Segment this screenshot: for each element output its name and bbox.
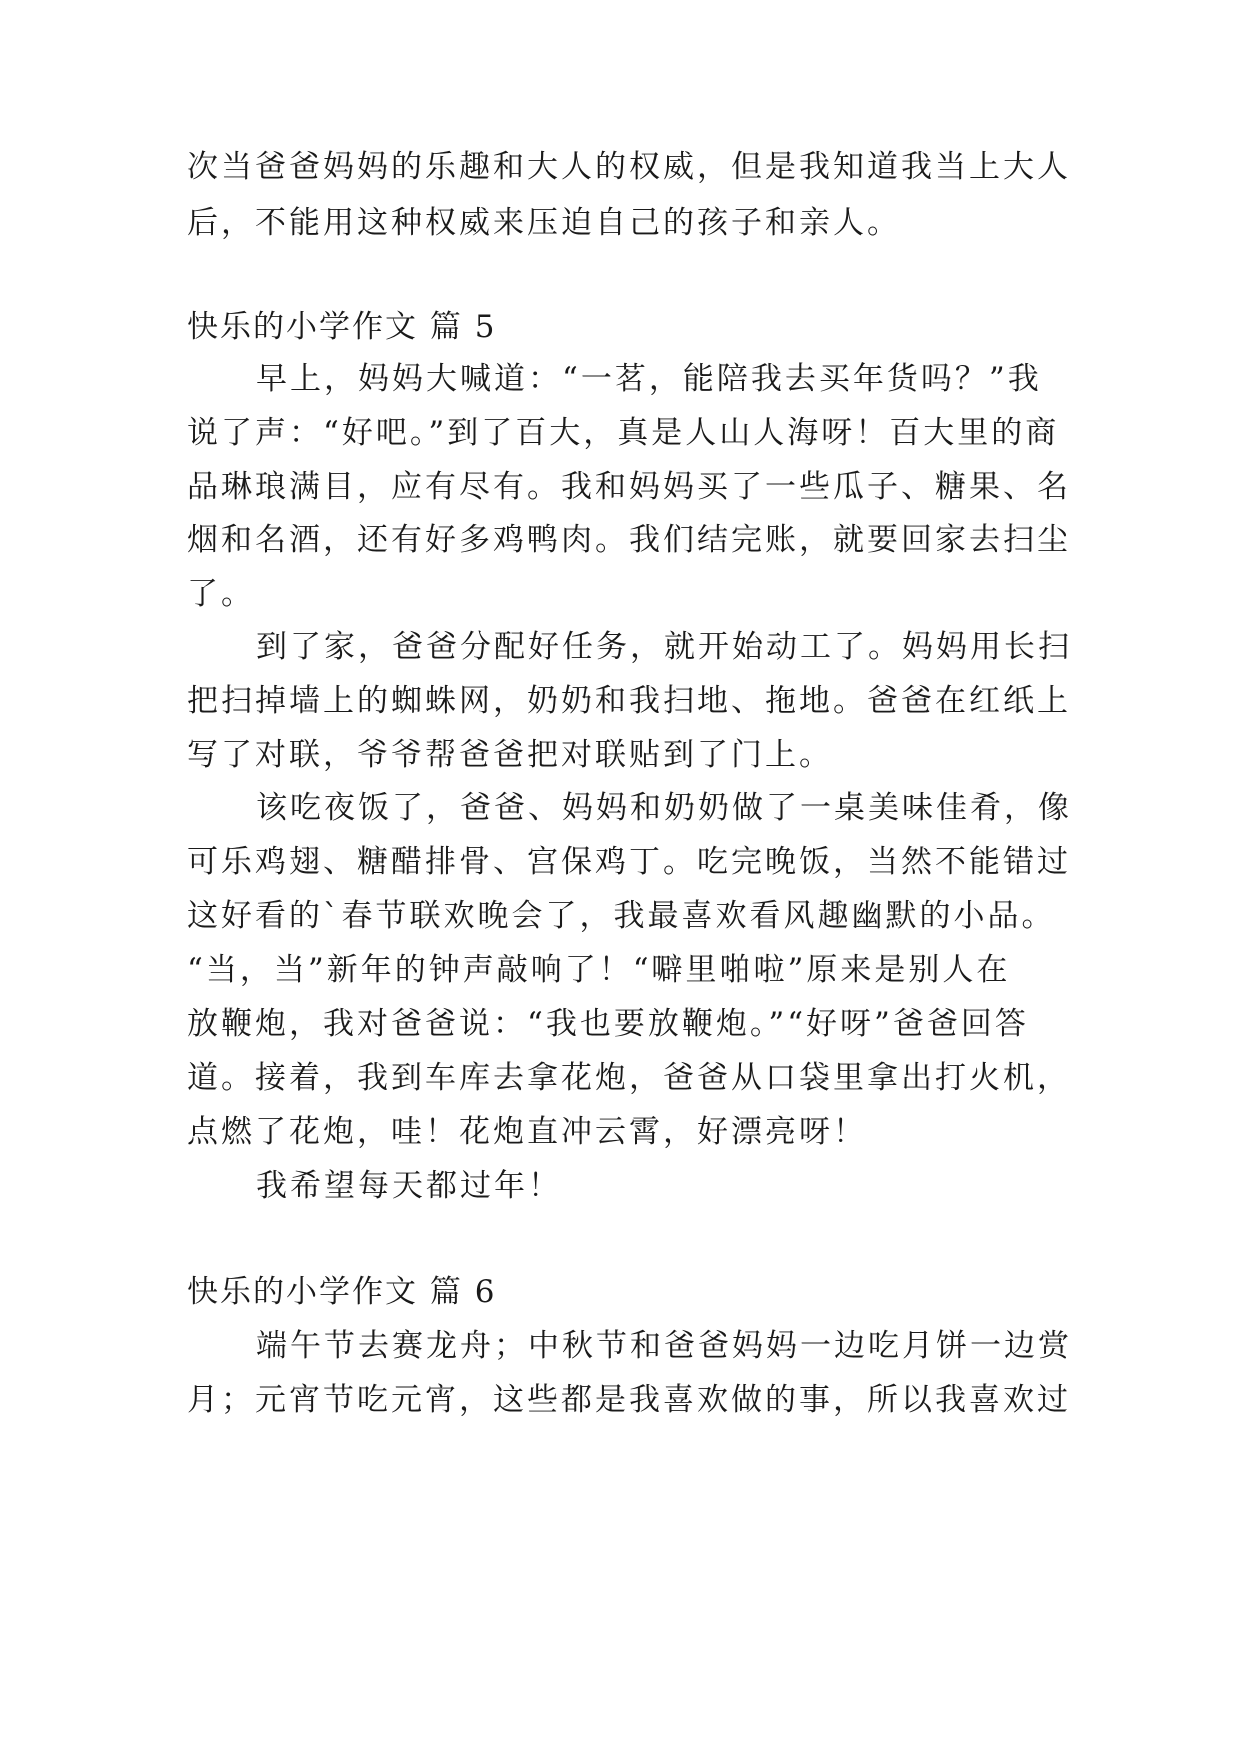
paragraph-line: 放鞭炮，我对爸爸说：“我也要放鞭炮。”“好呀”爸爸回答 [187,1006,1029,1042]
paragraph-line: 端午节去赛龙舟；中秋节和爸爸妈妈一边吃月饼一边赏 [256,1328,1072,1364]
section-heading: 快乐的小学作文 篇 5 [187,309,497,345]
paragraph-line: 说了声：“好吧。”到了百大，真是人山人海呀！百大里的商 [187,415,1060,451]
paragraph-line: 我希望每天都过年！ [256,1168,562,1204]
paragraph-line: 写了对联，爷爷帮爸爸把对联贴到了门上。 [187,737,833,773]
paragraph-line: 后，不能用这种权威来压迫自己的孩子和亲人。 [187,205,901,241]
paragraph-line: 该吃夜饭了，爸爸、妈妈和奶奶做了一桌美味佳肴，像 [256,790,1072,826]
paragraph-line: 烟和名酒，还有好多鸡鸭肉。我们结完账，就要回家去扫尘 [187,522,1071,558]
paragraph-line: 次当爸爸妈妈的乐趣和大人的权威，但是我知道我当上大人 [187,149,1071,185]
paragraph-line: 月；元宵节吃元宵，这些都是我喜欢做的事，所以我喜欢过 [187,1382,1071,1418]
paragraph-line: 品琳琅满目，应有尽有。我和妈妈买了一些瓜子、糖果、名 [187,469,1071,505]
paragraph-line: 到了家，爸爸分配好任务，就开始动工了。妈妈用长扫 [256,629,1072,665]
paragraph-line: 道。接着，我到车库去拿花炮，爸爸从口袋里拿出打火机， [187,1060,1071,1096]
paragraph-line: 把扫掉墙上的蜘蛛网，奶奶和我扫地、拖地。爸爸在红纸上 [187,683,1071,719]
paragraph-line: 早上，妈妈大喊道：“一茗，能陪我去买年货吗？”我 [256,361,1042,397]
section-heading: 快乐的小学作文 篇 6 [187,1274,497,1310]
paragraph-line: “当，当”新年的钟声敲响了！“噼里啪啦”原来是别人在 [187,952,1011,988]
paragraph-line: 了。 [187,576,255,612]
paragraph-line: 点燃了花炮，哇！花炮直冲云霄，好漂亮呀！ [187,1114,867,1150]
paragraph-line: 可乐鸡翅、糖醋排骨、宫保鸡丁。吃完晚饭，当然不能错过 [187,844,1071,880]
paragraph-line: 这好看的`春节联欢晚会了，我最喜欢看风趣幽默的小品。 [187,898,1056,934]
